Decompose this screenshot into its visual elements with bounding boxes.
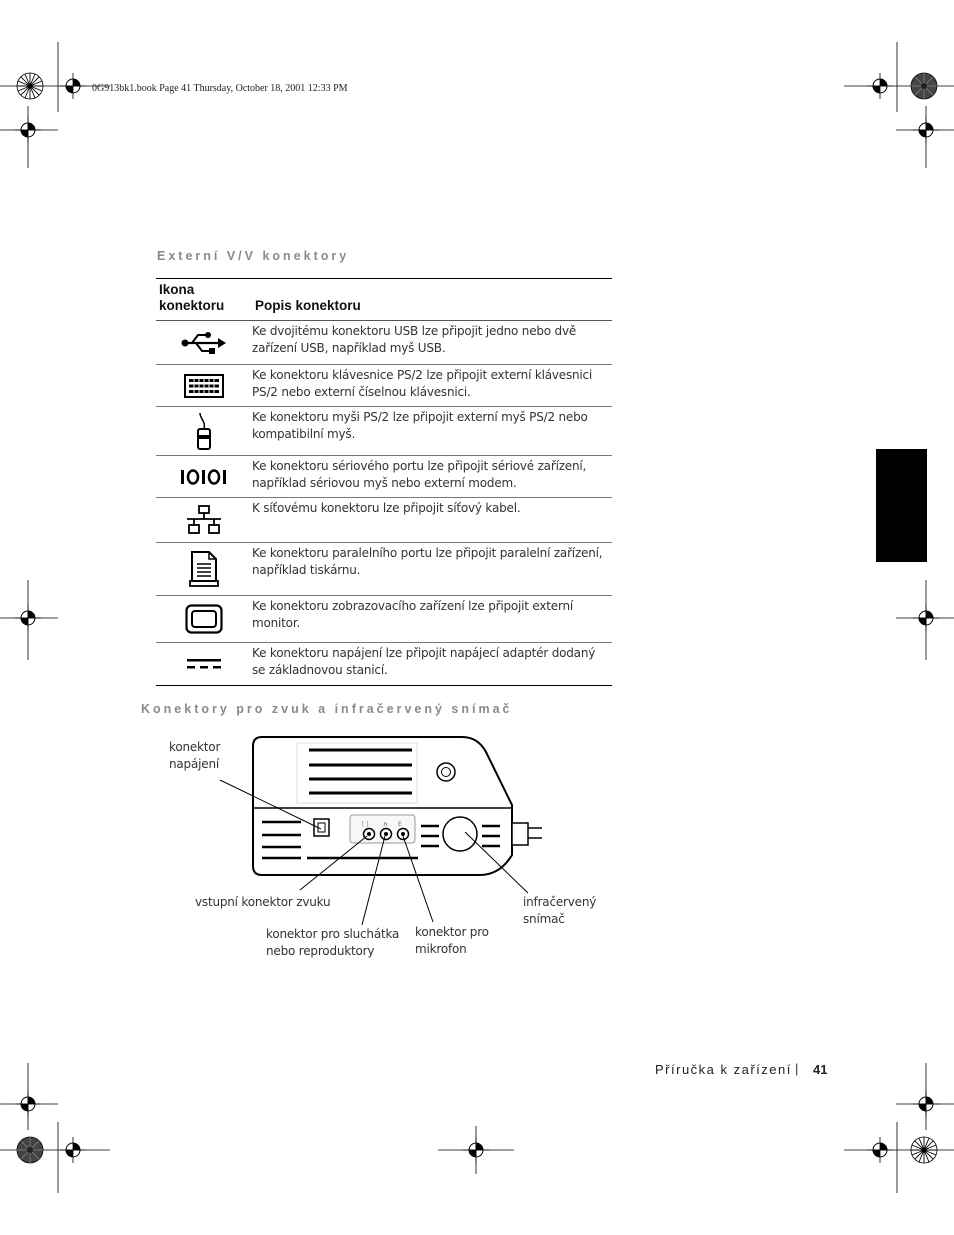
page-number: 41	[813, 1062, 828, 1077]
table-row	[156, 596, 612, 643]
table-header-row	[156, 279, 612, 321]
callout-line: konektor pro sluchátka	[266, 927, 400, 941]
header-icon: Ikona konektoru	[156, 279, 252, 321]
callout-line: konektor	[169, 740, 221, 754]
callout-power-connector	[169, 739, 220, 773]
section-heading-audio-infrared: Konektory pro zvuk a infračervený snímač	[141, 702, 513, 716]
row-description: Ke konektoru myši PS/2 lze připojit externí myš PS/2 nebo kompatibilní myš.	[252, 407, 612, 456]
svg-text:∩: ∩	[383, 821, 388, 828]
section-heading-io-connectors: Externí V/V konektory	[157, 249, 350, 263]
table-row	[156, 456, 612, 498]
table-row	[156, 365, 612, 407]
callout-line: nebo reproduktory	[266, 944, 375, 958]
table-row	[156, 407, 612, 456]
video-monitor-icon	[156, 596, 252, 643]
row-description: Ke konektoru paralelního portu lze připojit paralelní zařízení, například tiskárnu.	[252, 543, 612, 596]
callout-microphone	[415, 924, 489, 958]
table-row	[156, 498, 612, 543]
svg-text:[ ]: [ ]	[362, 821, 369, 828]
footer-separator: |	[795, 1061, 799, 1076]
callout-line: mikrofon	[415, 942, 467, 956]
dc-power-icon	[156, 643, 252, 686]
row-description: Ke konektoru zobrazovacího zařízení lze připojit externí monitor.	[252, 596, 612, 643]
keyboard-icon	[156, 365, 252, 407]
callout-line: napájení	[169, 757, 219, 771]
usb-icon	[156, 321, 252, 365]
callout-audio-in	[195, 894, 330, 911]
callout-infrared	[523, 894, 596, 928]
print-header: 0G913bk1.book Page 41 Thursday, October 18, 2001 12:33 PM	[92, 83, 348, 94]
table-row	[156, 321, 612, 365]
callout-line: konektor pro	[415, 925, 489, 939]
svg-text:E: E	[398, 821, 402, 828]
chapter-thumb-tab	[876, 449, 927, 562]
serial-port-icon	[156, 456, 252, 498]
header-description: Popis konektoru	[252, 279, 612, 321]
network-icon	[156, 498, 252, 543]
row-description: Ke konektoru napájení lze připojit napájecí adaptér dodaný se základnovou stanicí.	[252, 643, 612, 686]
row-description: Ke konektoru sériového portu lze připojit sériové zařízení, například sériovou myš nebo externí modem.	[252, 456, 612, 498]
table-row	[156, 643, 612, 686]
callout-headphones	[266, 926, 399, 960]
callout-line: infračervený	[523, 895, 597, 909]
row-description: K síťovému konektoru lze připojit síťový kabel.	[252, 498, 612, 543]
row-description: Ke dvojitému konektoru USB lze připojit jedno nebo dvě zařízení USB, například myš USB.	[252, 321, 612, 365]
connector-table	[156, 278, 612, 686]
mouse-icon	[156, 407, 252, 456]
parallel-port-icon	[156, 543, 252, 596]
callout-line: snímač	[523, 912, 565, 926]
table-row	[156, 543, 612, 596]
callout-line: vstupní konektor zvuku	[195, 895, 331, 909]
footer-title: Příručka k zařízení	[655, 1062, 792, 1077]
row-description: Ke konektoru klávesnice PS/2 lze připojit externí klávesnici PS/2 nebo externí číselnou klávesnici.	[252, 365, 612, 407]
